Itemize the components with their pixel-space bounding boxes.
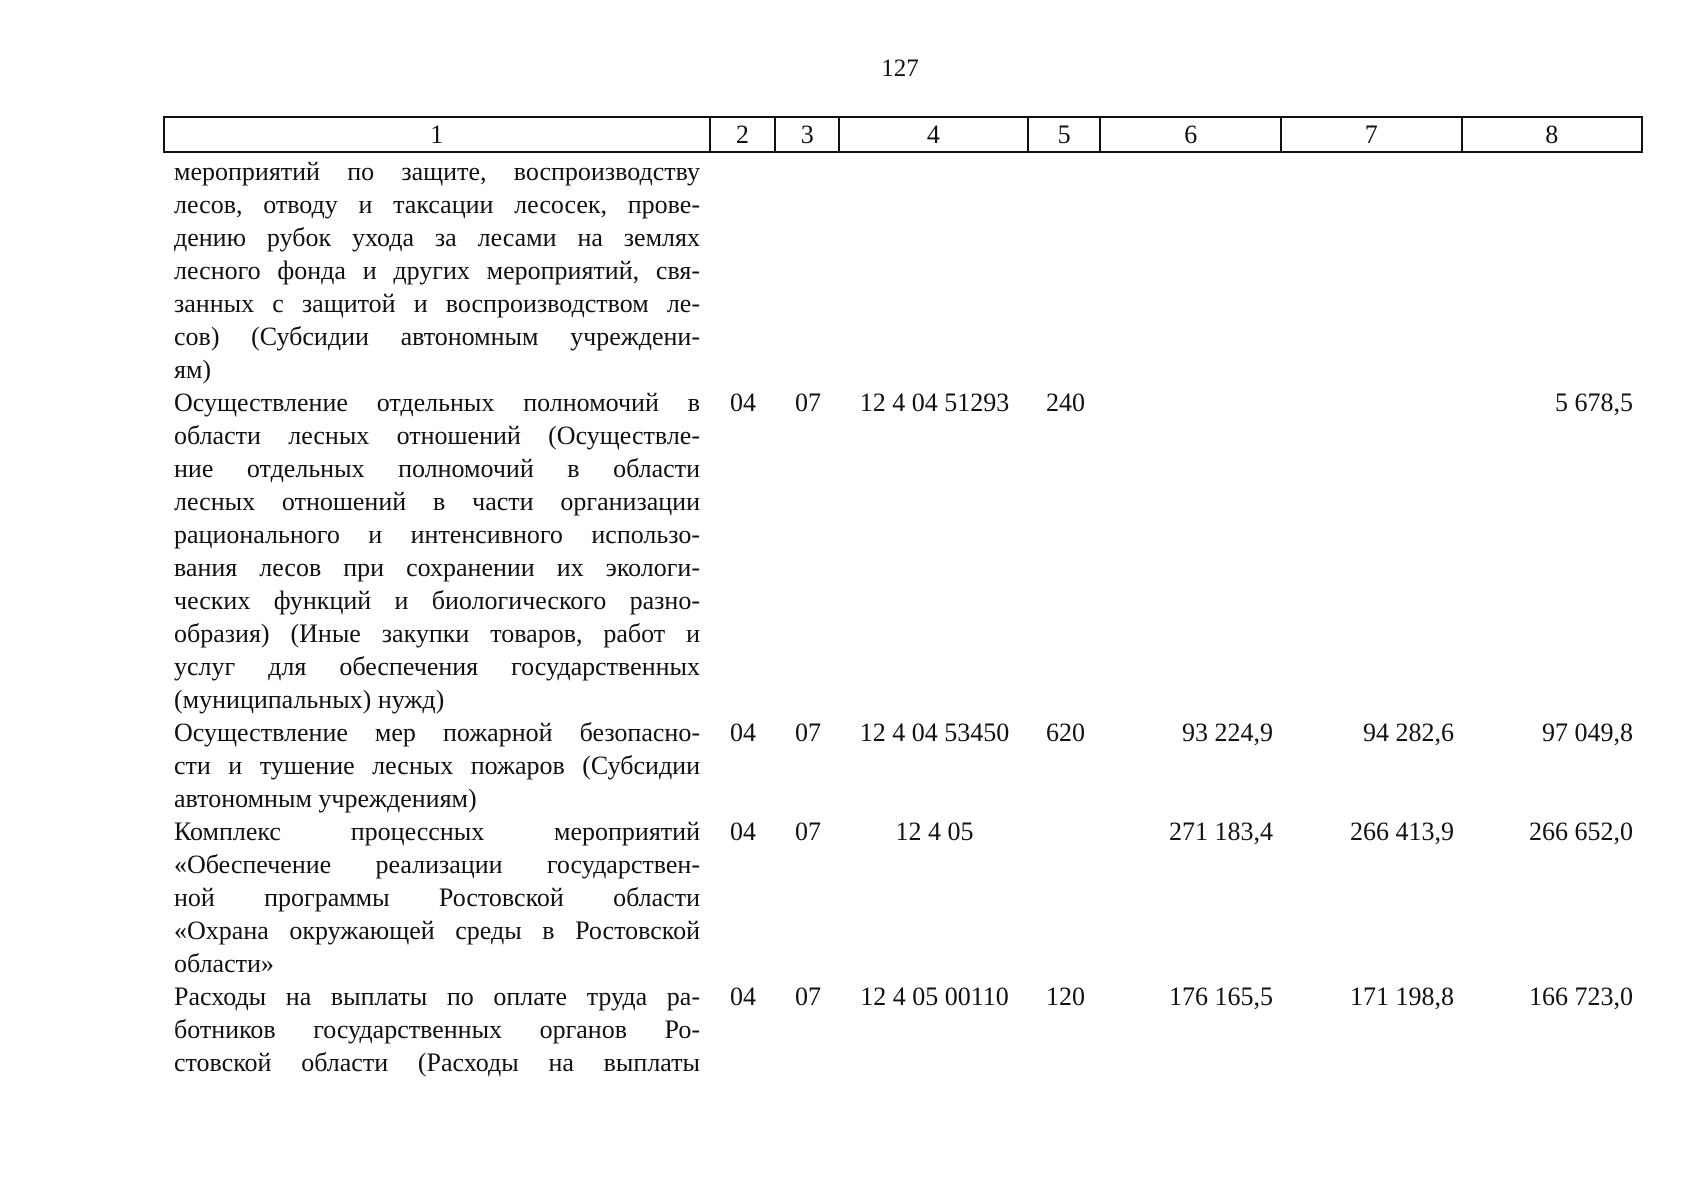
cell-amount-col8 (1464, 155, 1643, 386)
description-line: Осуществление мер пожарной безопасно- (174, 718, 700, 747)
description-line: (муниципальных) нужд) (174, 685, 445, 714)
description-line: Расходы на выплаты по оплате труда ра- (174, 982, 700, 1011)
description-line: дению рубок ухода за лесами на землях (174, 223, 700, 252)
page-number: 127 (881, 55, 919, 82)
cell-amount-col6 (1102, 155, 1283, 386)
description-line: лесного фонда и других мероприятий, свя- (174, 256, 700, 285)
cell-amount-col8: 266 652,0 (1529, 817, 1633, 846)
cell-subsection: 07 (795, 817, 821, 846)
description-line: лесных отношений в части организации (174, 487, 700, 516)
cell-amount-col8: 5 678,5 (1555, 388, 1633, 417)
header-col-5: 5 (1029, 118, 1102, 151)
cell-amount-col6 (1102, 386, 1283, 716)
cell-section: 04 (730, 388, 756, 417)
cell-expense-type (1029, 815, 1102, 980)
header-col-4: 4 (840, 118, 1028, 151)
row-description (163, 980, 710, 1079)
description-line: лесов, отводу и таксации лесосек, прове- (174, 190, 700, 219)
cell-amount-col6: 176 165,5 (1169, 982, 1273, 1011)
cell-amount-col6: 93 224,9 (1182, 718, 1273, 747)
cell-section: 04 (730, 982, 756, 1011)
description-line: стовской области (Расходы на выплаты (174, 1048, 700, 1077)
cell-subsection: 07 (795, 388, 821, 417)
column-number-header (163, 116, 1643, 153)
cell-section: 04 (730, 718, 756, 747)
description-line: автономным учреждениям) (174, 784, 477, 813)
description-line: ботников государственных органов Ро- (174, 1015, 700, 1044)
header-col-3: 3 (776, 118, 840, 151)
header-col-8: 8 (1545, 120, 1559, 149)
cell-amount-col7 (1283, 386, 1464, 716)
description-line: Комплекс процессных мероприятий (174, 817, 700, 846)
description-line: образия) (Иные закупки товаров, работ и (174, 619, 700, 648)
cell-amount-col6: 271 183,4 (1169, 817, 1273, 846)
description-line: занных с защитой и воспроизводством ле- (174, 289, 700, 318)
cell-target-article: 12 4 04 53450 (859, 718, 1010, 747)
cell-subsection: 07 (795, 718, 821, 747)
description-line: «Обеспечение реализации государствен- (174, 850, 700, 879)
description-line: области» (174, 949, 274, 978)
cell-target-article: 12 4 05 (895, 817, 974, 846)
table-row (163, 716, 1643, 815)
cell-amount-col7: 266 413,9 (1350, 817, 1454, 846)
cell-expense-type (1029, 155, 1102, 386)
header-col-2: 2 (711, 118, 777, 151)
description-line: «Охрана окружающей среды в Ростовской (174, 916, 700, 945)
description-line: сов) (Субсидии автономным учреждени- (174, 322, 700, 351)
header-col-6: 6 (1101, 118, 1282, 151)
cell-subsection: 07 (795, 982, 821, 1011)
table-body (163, 155, 1643, 1079)
description-line: ческих функций и биологического разно- (174, 586, 700, 615)
table-row (163, 980, 1643, 1079)
description-line: рационального и интенсивного использо- (174, 520, 700, 549)
cell-amount-col7: 171 198,8 (1350, 982, 1454, 1011)
description-line: мероприятий по защите, воспроизводству (174, 157, 700, 186)
table-row (163, 386, 1643, 716)
header-col-7: 7 (1282, 118, 1463, 151)
description-line: ям) (174, 355, 212, 384)
row-description (163, 716, 710, 815)
table-row (163, 155, 1643, 386)
description-line: Осуществление отдельных полномочий в (174, 388, 700, 417)
cell-subsection (776, 155, 840, 386)
description-line: сти и тушение лесных пожаров (Субсидии (174, 751, 700, 780)
header-col-1: 1 (165, 118, 711, 151)
cell-expense-type: 120 (1046, 982, 1085, 1011)
cell-target-article (840, 155, 1029, 386)
cell-section: 04 (730, 817, 756, 846)
description-line: услуг для обеспечения государственных (174, 652, 700, 681)
cell-target-article: 12 4 05 00110 (860, 982, 1009, 1011)
cell-amount-col7: 94 282,6 (1363, 718, 1454, 747)
description-line: области лесных отношений (Осуществле- (174, 421, 700, 450)
description-line: вания лесов при сохранении их экологи- (174, 553, 700, 582)
cell-expense-type: 240 (1046, 388, 1085, 417)
cell-expense-type: 620 (1046, 718, 1085, 747)
description-line: ной программы Ростовской области (174, 883, 700, 912)
table-row (163, 815, 1643, 980)
row-description (163, 815, 710, 980)
description-line: ние отдельных полномочий в области (174, 454, 700, 483)
row-description (163, 386, 710, 716)
row-description (163, 155, 710, 386)
cell-amount-col7 (1283, 155, 1464, 386)
cell-target-article: 12 4 04 51293 (859, 388, 1010, 417)
cell-section (710, 155, 776, 386)
cell-amount-col8: 97 049,8 (1542, 718, 1633, 747)
cell-amount-col8: 166 723,0 (1529, 982, 1633, 1011)
